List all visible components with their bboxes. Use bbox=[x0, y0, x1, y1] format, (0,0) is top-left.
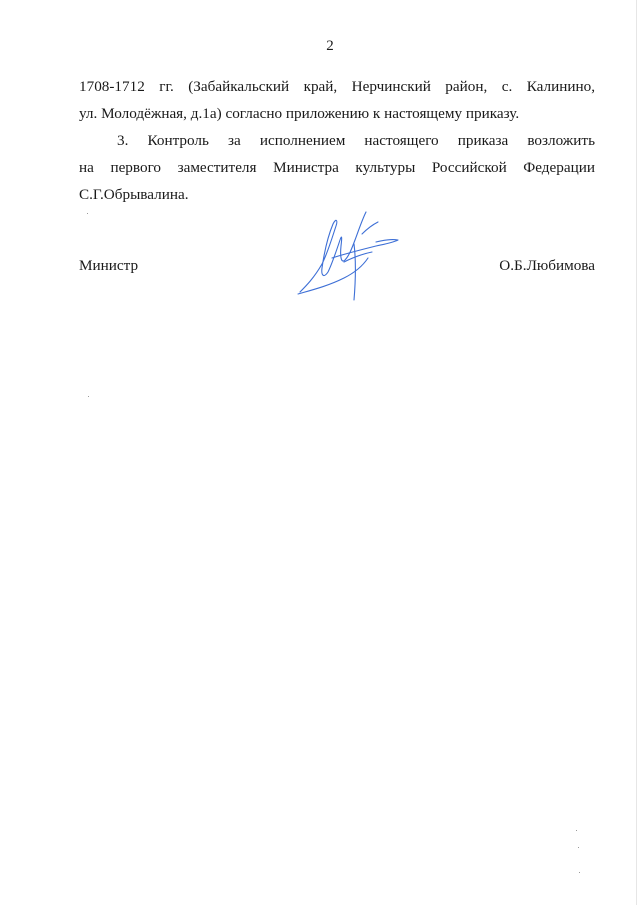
scan-edge-line bbox=[636, 0, 637, 905]
signatory-title: Министр bbox=[79, 257, 139, 274]
signatory-name: О.Б.Любимова bbox=[499, 257, 595, 274]
scan-speck bbox=[87, 213, 88, 214]
handwritten-signature bbox=[292, 204, 404, 304]
paragraph-continuation-line-1: 1708-1712 гг. (Забайкальский край, Нерчинский район, с. Калинино, bbox=[79, 78, 595, 95]
paragraph-3-line-2: на первого заместителя Министра культуры Российской Федерации bbox=[79, 159, 595, 176]
scan-speck bbox=[88, 396, 89, 397]
paragraph-3-line-1: 3. Контроль за исполнением настоящего приказа возложить bbox=[117, 132, 595, 149]
paragraph-3-line-3: С.Г.Обрывалина. bbox=[79, 186, 189, 203]
scan-speck bbox=[576, 830, 577, 831]
scan-speck bbox=[578, 847, 579, 848]
page-number: 2 bbox=[326, 38, 334, 54]
scan-speck bbox=[579, 872, 580, 873]
document-body bbox=[79, 73, 595, 208]
paragraph-continuation-line-2: ул. Молодёжная, д.1а) согласно приложению к настоящему приказу. bbox=[79, 105, 520, 122]
